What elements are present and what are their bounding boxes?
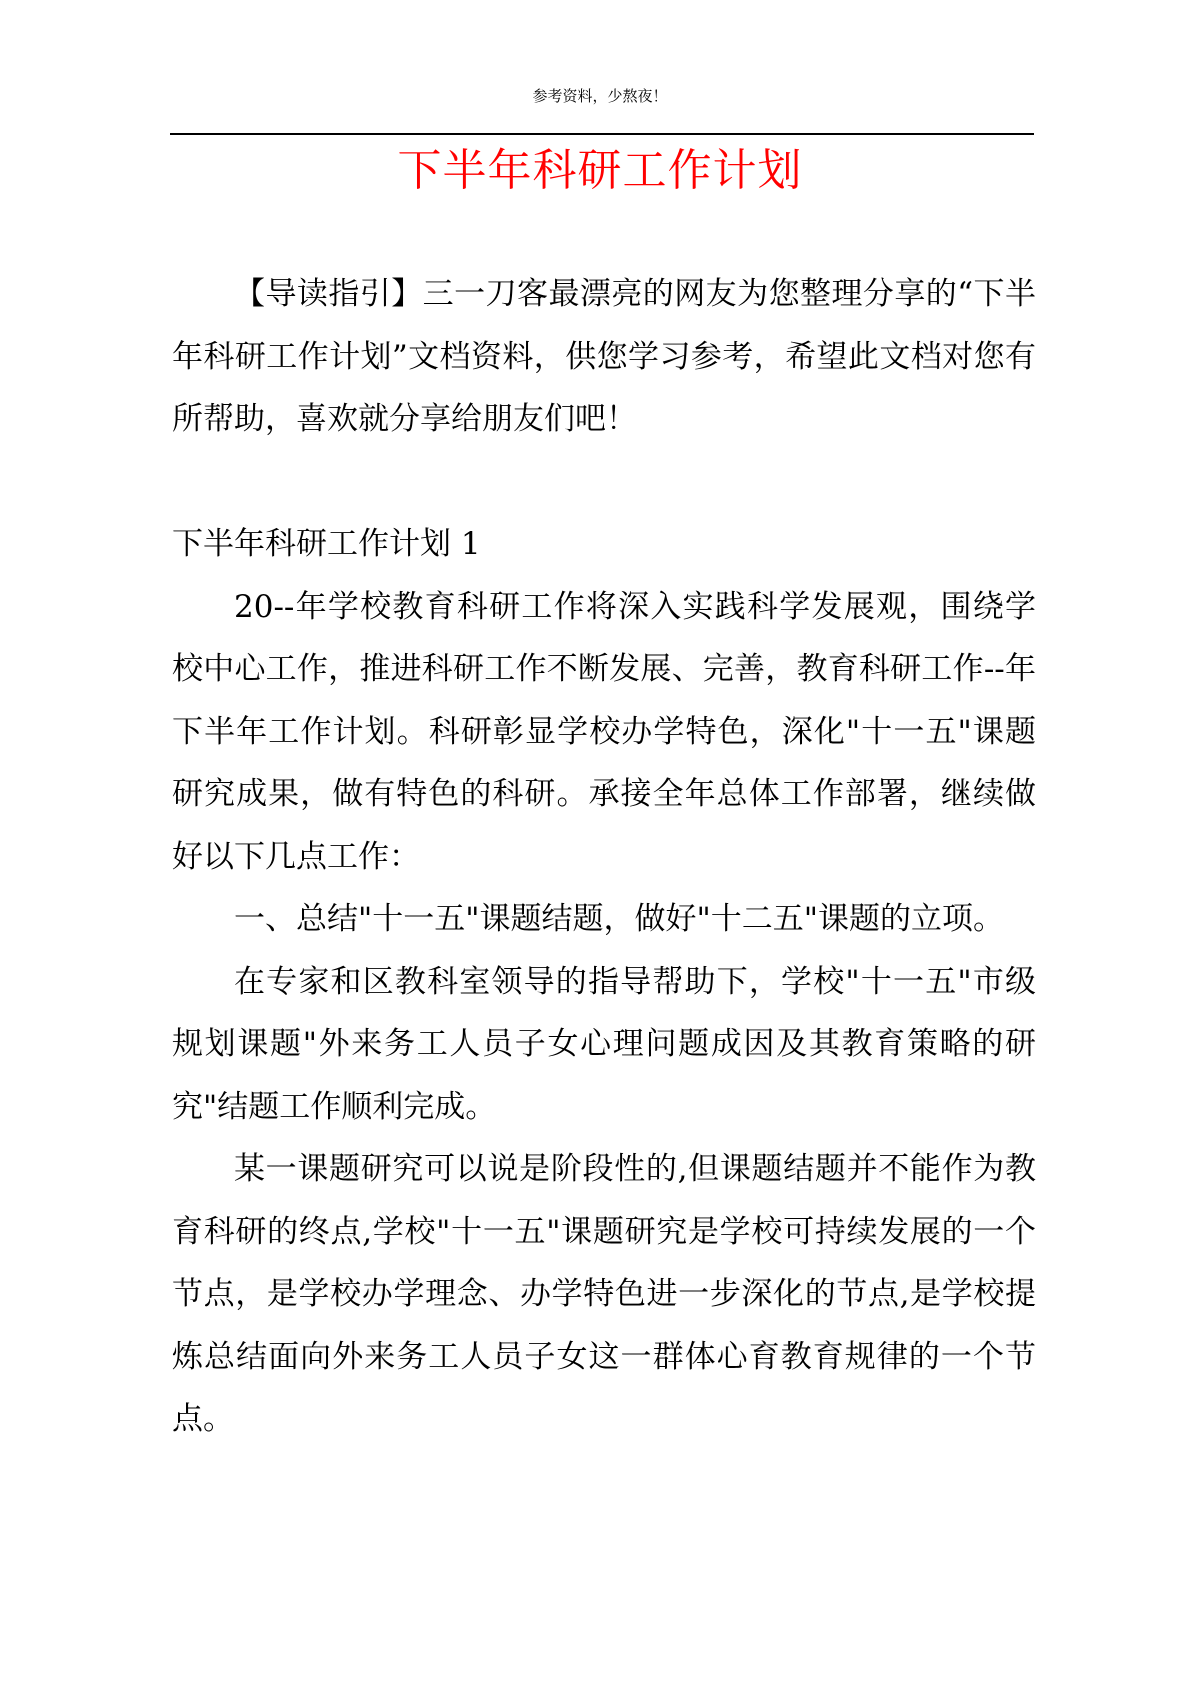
intro-paragraph: 【导读指引】三一刀客最漂亮的网友为您整理分享的“下半年科研工作计划”文档资料，供您学习参考，希望此文档对您有所帮助，喜欢就分享给朋友们吧！ <box>172 276 1036 437</box>
body-paragraph: 在专家和区教科室领导的指导帮助下，学校"十一五"市级规划课题"外来务工人员子女心理问题成因及其教育策略的研究"结题工作顺利完成。 <box>172 963 1036 1125</box>
header-divider <box>170 133 1034 135</box>
section-heading: 下半年科研工作计划 1 <box>172 526 481 562</box>
document-body <box>172 263 1036 1451</box>
body-paragraph: 一、总结"十一五"课题结题，做好"十二五"课题的立项。 <box>234 901 1005 937</box>
document-title: 下半年科研工作计划 <box>397 145 803 196</box>
body-paragraph: 某一课题研究可以说是阶段性的,但课题结题并不能作为教育科研的终点,学校"十一五"课题研究是学校可持续发展的一个节点，是学校办学理念、办学特色进一步深化的节点,是学校提炼总结面向外来务工人员子女这一群体心育教育规律的一个节点。 <box>172 1151 1036 1437</box>
paragraph-spacer <box>172 451 1036 514</box>
body-paragraph: 20--年学校教育科研工作将深入实践科学发展观，围绕学校中心工作，推进科研工作不断发展、完善，教育科研工作--年下半年工作计划。科研彰显学校办学特色，深化"十一五"课题研究成果，做有特色的科研。承接全年总体工作部署，继续做好以下几点工作： <box>172 588 1036 875</box>
header-note: 参考资料，少熬夜！ <box>532 87 668 105</box>
